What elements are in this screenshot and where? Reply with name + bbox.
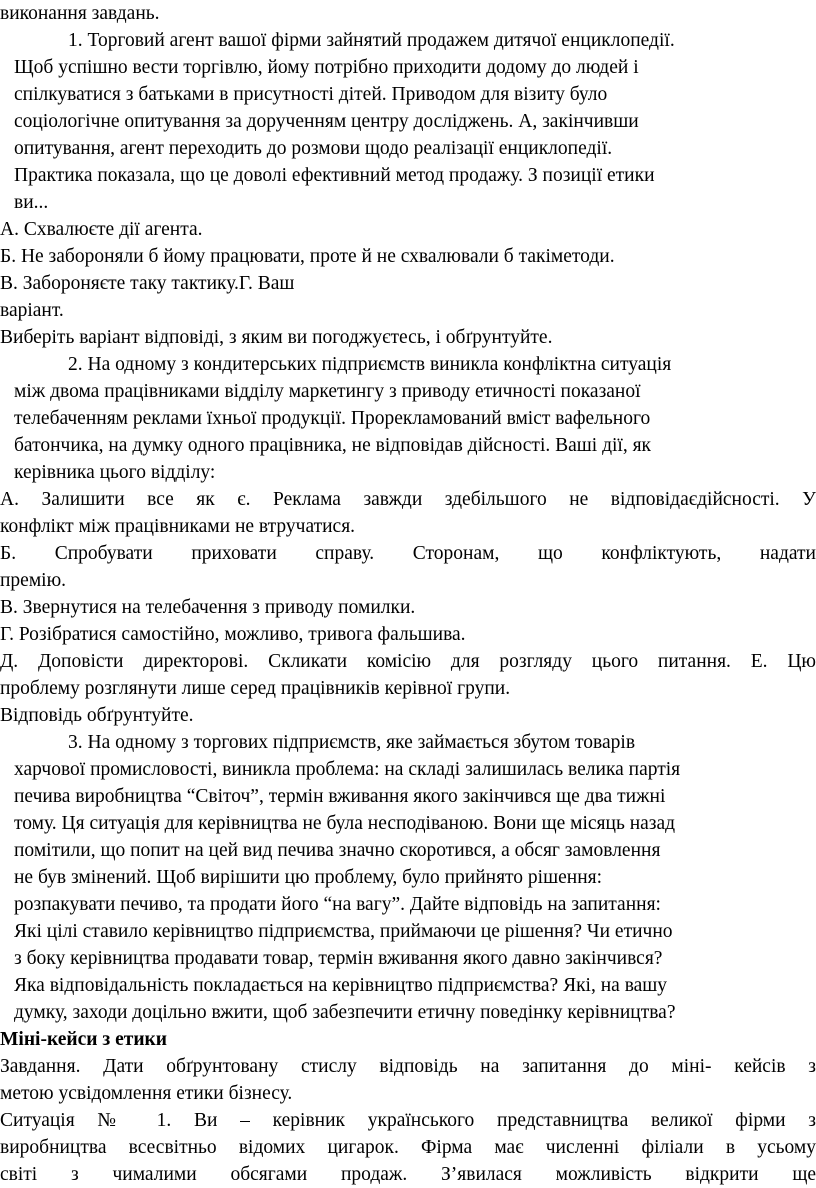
text-line: розпакувати печиво, та продати його “на вагу”. Дайте відповідь на запитання: [14,894,661,915]
text-line: тому. Ця ситуація для керівництва не була несподіваною. Вони ще місяць назад [14,813,676,834]
text-line: з боку керівництва продавати товар, термін вживання якого давно закінчився? [14,948,663,969]
text-line: керівника цього відділу: [14,462,216,483]
text-line: варіант. [0,300,64,321]
text-line: Б. Спробувати приховати справу. Сторонам, що конфліктують, надати [0,543,816,564]
text-line: телебаченням реклами їхньої продукції. Прорекламований вміст вафельного [14,408,651,429]
text-line: думку, заходи доцільно вжити, щоб забезпечити етичну поведінку керівництва? [14,1002,676,1023]
text-line: ви... [14,192,49,213]
text-line: печива виробництва “Світоч”, термін вживання якого закінчився ще два тижні [14,786,666,807]
text-line: 2. На одному з кондитерських підприємств виникла конфліктна ситуація [68,354,672,375]
text-line: проблему розглянути лише серед працівників керівної групи. [0,678,511,699]
text-line: виконання завдань. [0,3,160,24]
text-line: Д. Доповісти директорові. Скликати комісію для розгляду цього питання. Е. Цю [0,651,816,672]
text-line: батончика, на думку одного працівника, не відповідав дійсності. Ваші дії, як [14,435,652,456]
text-line: Завдання. Дати обґрунтовану стислу відповідь на запитання до міні- кейсів з [0,1056,816,1077]
text-line: А. Схвалюєте дії агента. [0,219,203,240]
text-line: А. Залишити все як є. Реклама завжди здебільшого не відповідаєдійсності. У [0,489,816,510]
text-line: конфлікт між працівниками не втручатися. [0,516,356,537]
text-line: Яка відповідальність покладається на керівництво підприємства? Які, на вашу [14,975,668,996]
text-line: Г. Розібратися самостійно, можливо, тривога фальшива. [0,624,466,645]
text-line: Виберіть варіант відповіді, з яким ви погоджуєтесь, і обґрунтуйте. [0,327,553,348]
text-line: світі з чималими обсягами продаж. З’явилася можливість відкрити ще [0,1164,816,1185]
text-line: Ситуація № 1. Ви – керівник українського представництва великої фірми з [0,1110,816,1131]
text-line: не був змінений. Щоб вирішити цю проблему, було прийнято рішення: [14,867,603,888]
text-line: помітили, що попит на цей вид печива значно скоротився, а обсяг замовлення [14,840,661,861]
text-line: опитування, агент переходить до розмови щодо реалізації енциклопедії. [14,138,613,159]
text-line: 3. На одному з торгових підприємств, яке займається збутом товарів [68,732,636,753]
text-line: Які цілі ставило керівництво підприємства, приймаючи це рішення? Чи етично [14,921,673,942]
text-line: Б. Не забороняли б йому працювати, проте й не схвалювали б такіметоди. [0,246,615,267]
text-line: соціологічне опитування за дорученням центру досліджень. А, закінчивши [14,111,639,132]
text-line: виробництва всесвітньо відомих цигарок. Фірма має численні філіали в усьому [0,1137,816,1158]
text-line: Щоб успішно вести торгівлю, йому потрібно приходити додому до людей і [14,57,639,78]
text-line: премію. [0,570,67,591]
text-line: Практика показала, що це доволі ефективний метод продажу. З позиції етики [14,165,655,186]
text-line: харчової промисловості, виникла проблема: на складі залишилась велика партія [14,759,681,780]
section-heading: Міні-кейси з етики [0,1029,168,1050]
text-line: В. Звернутися на телебачення з приводу помилки. [0,597,416,618]
text-line: між двома працівниками відділу маркетингу з приводу етичності показаної [14,381,641,402]
text-line: В. Забороняєте таку тактику.Г. Ваш [0,273,295,294]
text-line: 1. Торговий агент вашої фірми зайнятий продажем дитячої енциклопедії. [68,30,675,51]
text-line: спілкуватися з батьками в присутності дітей. Приводом для візиту було [14,84,608,105]
text-line: Відповідь обґрунтуйте. [0,705,194,726]
text-line: метою усвідомлення етики бізнесу. [0,1083,293,1104]
